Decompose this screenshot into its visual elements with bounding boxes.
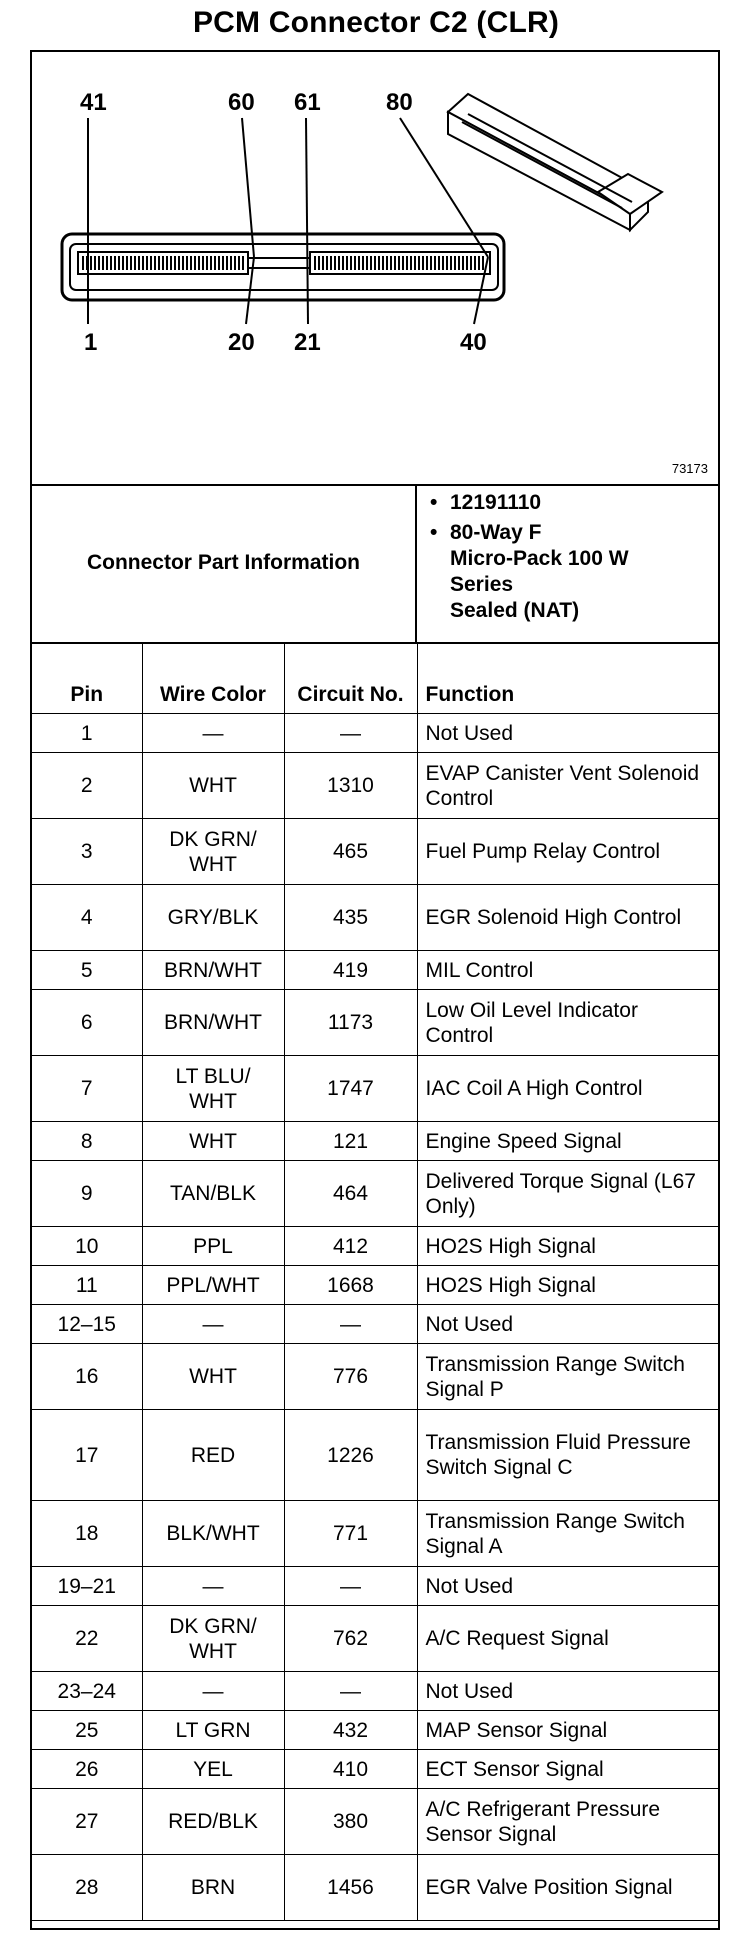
wire-color-cell: RED/BLK [142,1789,284,1855]
function-cell: Transmission Range Switch Signal P [417,1344,718,1410]
connector-isometric-icon [448,94,662,230]
pin-label-20: 20 [228,329,255,356]
pin-cell: 18 [32,1501,142,1567]
wire-color-cell: PPL [142,1227,284,1266]
function-cell: Not Used [417,1567,718,1606]
function-cell: Delivered Torque Signal (L67 Only) [417,1161,718,1227]
wire-color-cell: LT GRN [142,1711,284,1750]
table-row [32,1855,718,1921]
pin-label-40: 40 [460,329,487,356]
circuit-cell: 465 [284,819,417,885]
table-row [32,1410,718,1501]
pin-cell: 19–21 [32,1567,142,1606]
circuit-cell: — [284,1672,417,1711]
function-cell: MIL Control [417,951,718,990]
circuit-cell: 412 [284,1227,417,1266]
function-cell: Fuel Pump Relay Control [417,819,718,885]
circuit-cell: 776 [284,1344,417,1410]
pinout-table [32,642,718,1921]
circuit-cell: — [284,1305,417,1344]
pin-cell: 2 [32,753,142,819]
table-row [32,1305,718,1344]
function-cell: EGR Solenoid High Control [417,885,718,951]
wire-color-cell: — [142,1305,284,1344]
wire-color-cell: BRN [142,1855,284,1921]
function-cell: IAC Coil A High Control [417,1056,718,1122]
circuit-cell: 771 [284,1501,417,1567]
pin-label-60: 60 [228,89,255,116]
circuit-cell: 1747 [284,1056,417,1122]
column-header-pin: Pin [32,643,142,714]
table-row [32,1056,718,1122]
column-header-function: Function [417,643,718,714]
table-header-row [32,643,718,714]
wire-color-cell: WHT [142,753,284,819]
function-cell: Not Used [417,714,718,753]
table-row [32,1266,718,1305]
page-title: PCM Connector C2 (CLR) [192,6,560,39]
table-row [32,990,718,1056]
pin-cell: 12–15 [32,1305,142,1344]
circuit-cell: 419 [284,951,417,990]
pin-cell: 28 [32,1855,142,1921]
table-row [32,753,718,819]
circuit-cell: — [284,714,417,753]
connector-description: • 80-Way F Micro-Pack 100 W Series Sealed (NAT) [424,520,629,624]
table-row [32,1750,718,1789]
function-cell: Low Oil Level Indicator Control [417,990,718,1056]
pin-cell: 1 [32,714,142,753]
table-row [32,951,718,990]
connector-diagram [32,52,718,486]
function-cell: HO2S High Signal [417,1227,718,1266]
pin-cell: 26 [32,1750,142,1789]
wire-color-cell: BRN/WHT [142,951,284,990]
wire-color-cell: RED [142,1410,284,1501]
pin-cell: 5 [32,951,142,990]
pin-cell: 22 [32,1606,142,1672]
function-cell: Transmission Fluid Pressure Switch Signal C [417,1410,718,1501]
wire-color-cell: BRN/WHT [142,990,284,1056]
pin-cell: 27 [32,1789,142,1855]
pin-cell: 3 [32,819,142,885]
circuit-cell: 464 [284,1161,417,1227]
circuit-cell: 1173 [284,990,417,1056]
connector-part-info [32,484,718,644]
table-row [32,1606,718,1672]
wire-color-cell: YEL [142,1750,284,1789]
connector-illustration [32,52,718,484]
function-cell: HO2S High Signal [417,1266,718,1305]
part-info-label: Connector Part Information [32,484,417,642]
function-cell: A/C Request Signal [417,1606,718,1672]
pin-cell: 17 [32,1410,142,1501]
table-row [32,1672,718,1711]
circuit-cell: 1668 [284,1266,417,1305]
pin-label-41: 41 [80,89,107,116]
circuit-cell: 1456 [284,1855,417,1921]
pin-cell: 10 [32,1227,142,1266]
wire-color-cell: BLK/WHT [142,1501,284,1567]
wire-color-cell: GRY/BLK [142,885,284,951]
table-row [32,1789,718,1855]
table-row [32,714,718,753]
pin-cell: 7 [32,1056,142,1122]
function-cell: MAP Sensor Signal [417,1711,718,1750]
wire-color-cell: — [142,1672,284,1711]
wire-color-cell: WHT [142,1122,284,1161]
column-header-circuit: Circuit No. [284,643,417,714]
table-row [32,1122,718,1161]
pin-label-1: 1 [84,329,98,356]
function-cell: A/C Refrigerant Pressure Sensor Signal [417,1789,718,1855]
pin-cell: 25 [32,1711,142,1750]
pin-cell: 8 [32,1122,142,1161]
table-row [32,1567,718,1606]
circuit-cell: 1226 [284,1410,417,1501]
wire-color-cell: WHT [142,1344,284,1410]
pin-cell: 6 [32,990,142,1056]
circuit-cell: 762 [284,1606,417,1672]
function-cell: ECT Sensor Signal [417,1750,718,1789]
part-number: • 12191110 [424,490,629,516]
pin-label-21: 21 [294,329,321,356]
function-cell: Transmission Range Switch Signal A [417,1501,718,1567]
wire-color-cell: — [142,714,284,753]
connector-sheet [30,50,720,1930]
wire-color-cell: LT BLU/ WHT [142,1056,284,1122]
pin-cell: 9 [32,1161,142,1227]
pin-cell: 4 [32,885,142,951]
function-cell: Engine Speed Signal [417,1122,718,1161]
column-header-wire-color: Wire Color [142,643,284,714]
wire-color-cell: DK GRN/ WHT [142,1606,284,1672]
wire-color-cell: DK GRN/ WHT [142,819,284,885]
part-info-list [424,490,629,628]
pin-cell: 23–24 [32,1672,142,1711]
pin-cell: 16 [32,1344,142,1410]
circuit-cell: — [284,1567,417,1606]
circuit-cell: 432 [284,1711,417,1750]
circuit-cell: 435 [284,885,417,951]
wire-color-cell: PPL/WHT [142,1266,284,1305]
function-cell: Not Used [417,1672,718,1711]
circuit-cell: 1310 [284,753,417,819]
pin-cell: 11 [32,1266,142,1305]
pin-label-80: 80 [386,89,413,116]
circuit-cell: 410 [284,1750,417,1789]
circuit-cell: 121 [284,1122,417,1161]
table-row [32,819,718,885]
function-cell: EVAP Canister Vent Solenoid Control [417,753,718,819]
function-cell: Not Used [417,1305,718,1344]
function-cell: EGR Valve Position Signal [417,1855,718,1921]
wire-color-cell: TAN/BLK [142,1161,284,1227]
circuit-cell: 380 [284,1789,417,1855]
pin-label-61: 61 [294,89,321,116]
table-row [32,1711,718,1750]
table-row [32,1227,718,1266]
table-row [32,885,718,951]
connector-body [62,234,504,300]
wire-color-cell: — [142,1567,284,1606]
table-row [32,1501,718,1567]
figure-number: 73173 [671,461,708,476]
table-row [32,1161,718,1227]
table-row [32,1344,718,1410]
